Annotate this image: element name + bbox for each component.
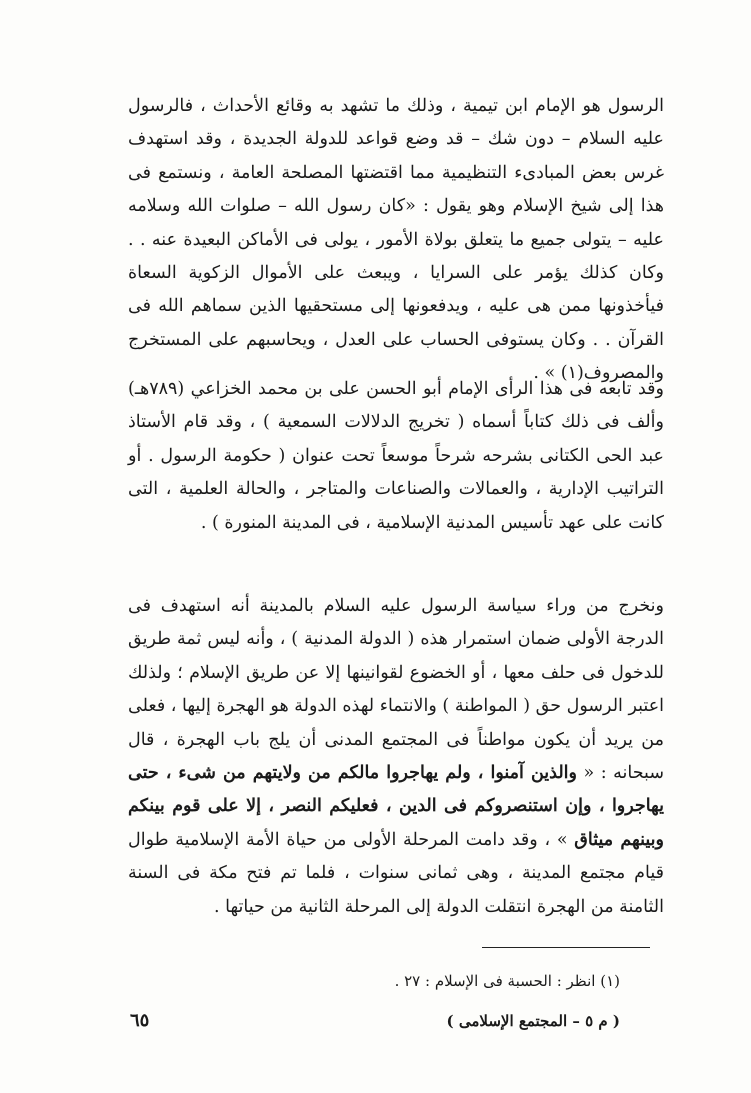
signature-mark: ( م ٥ – المجتمع الإسلامى ) [446, 1012, 620, 1030]
paragraph-ibn-taymiyya [128, 90, 664, 391]
paragraph-citizenship [128, 590, 664, 924]
paragraph-khuzai [128, 373, 664, 540]
paragraph-1-text: الرسول هو الإمام ابن تيمية ، وذلك ما تشهد به وقائع الأحداث ، فالرسول عليه السلام – دون شك – قد وضع قواعد للدولة الجديدة ، وقد استهدف غرس بعض المبادىء التنظيمية مما اقتضتها المصلحة العامة ، ونستمع فى هذا إلى شيخ الإسلام وهو يقول : «كان رسول الله – صلوات الله وسلامه عليه – يتولى جميع ما يتعلق بولاة الأمور ، يولى فى الأماكن البعيدة عنه . . وكان كذلك يؤمر على السرايا ، ويبعث على الأموال الزكوية السعاة فيأخذونها ممن هى عليه ، ويدفعونها إلى مستحقيها الذين سماهم الله فى القرآن . . وكان يستوفى الحساب على العدل ، ويحاسبهم على المستخرج والمصروف(١) » . [128, 96, 664, 384]
page-number: ٦٥ [130, 1010, 150, 1031]
footnote-divider [482, 947, 650, 948]
paragraph-2-text: وقد تابعه فى هذا الرأى الإمام أبو الحسن على بن محمد الخزاعي (٧٨٩هـ) وألف فى ذلك كتاباً أسماه ( تخريج الدلالات السمعية ) ، وقد قام الأستاذ عبد الحى الكتانى بشرحه شرحاً موسعاً تحت عنوان ( حكومة الرسول . أو التراتيب الإدارية ، والعمالات والصناعات والمتاجر ، والحالة العلمية ، التى كانت على عهد تأسيس المدنية الإسلامية ، فى المدينة المنورة ) . [128, 379, 664, 533]
paragraph-3 [128, 590, 664, 924]
paragraph-3-intro: ونخرج من وراء سياسة الرسول عليه السلام بالمدينة أنه استهدف فى الدرجة الأولى ضمان استمرار هذه ( الدولة المدنية ) ، وأنه ليس ثمة طريق للدخول فى حلف معها ، أو الخضوع لقوانينها إلا عن طريق الإسلام ؛ ولذلك اعتبر الرسول حق ( المواطنة ) والانتماء لهذه الدولة هو الهجرة إليها ، فعلى من يريد أن يكون مواطناً فى المجتمع المدنى أن يلج باب الهجرة ، قال سبحانه : « [128, 596, 664, 784]
quran-verse: والذين آمنوا ، ولم يهاجروا مالكم من ولايتهم من شىء ، حتى يهاجروا ، وإن استنصروكم فى الدين ، فعليكم النصر ، إلا على قوم بينكم وبينهم ميثاق [128, 763, 664, 850]
paragraph-3-outro: » ، وقد دامت المرحلة الأولى من حياة الأمة الإسلامية طوال قيام مجتمع المدينة ، وهى ثمانى سنوات ، فلما تم فتح مكة فى السنة الثامنة من الهجرة انتقلت الدولة إلى المرحلة الثانية من حياتها . [128, 829, 664, 917]
footnote: (١) انظر : الحسبة فى الإسلام : ٢٧ . [394, 972, 620, 990]
